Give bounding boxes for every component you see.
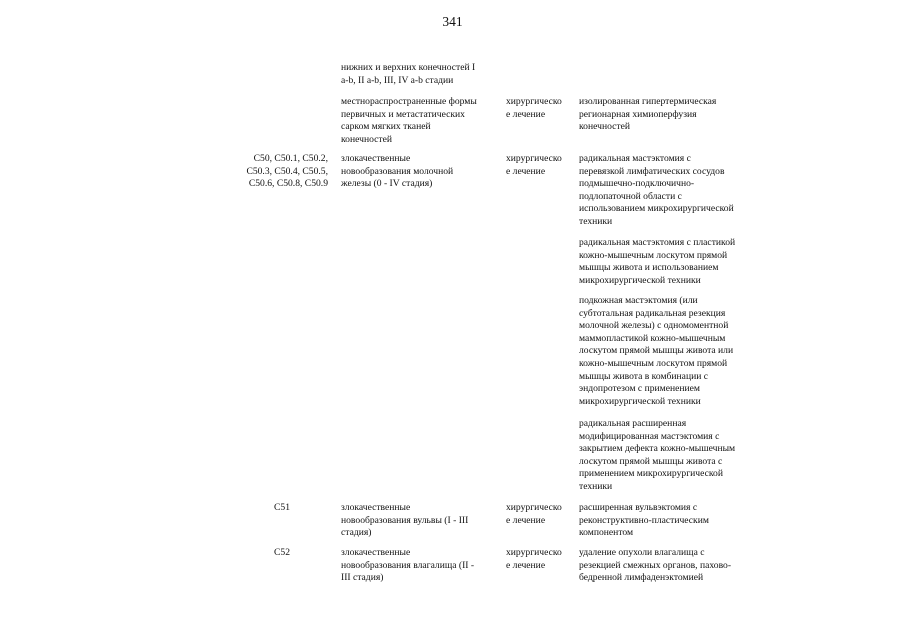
method-cell: изолированная гипертермическая регионарная химиоперфузия конечностей bbox=[579, 96, 717, 133]
icd-code-cell: C51 bbox=[274, 502, 290, 513]
method-cell: радикальная мастэктомия с перевязкой лимфатических сосудов подмышечно-подключично- подлопаточной области с использованием микрохирургической техники bbox=[579, 153, 734, 227]
method-cell: удаление опухоли влагалища с резекцией смежных органов, пахово- бедренной лимфаденэктомией bbox=[579, 547, 732, 584]
diagnosis-cell: злокачественные новообразования молочной железы (0 - IV стадия) bbox=[341, 153, 454, 190]
diagnosis-cell: злокачественные новообразования вульвы (I - III стадия) bbox=[341, 502, 469, 539]
treatment-cell: хирургическо е лечение bbox=[506, 547, 562, 571]
diagnosis-cell: местнораспространенные формы первичных и метастатических сарком мягких тканей конечностей bbox=[341, 96, 477, 145]
diagnosis-cell: злокачественные новообразования влагалища (II - III стадия) bbox=[341, 547, 475, 584]
method-cell: радикальная расширенная модифицированная мастэктомия с закрытием дефекта кожно-мышечным лоскутом прямой мышцы живота с применением микрохирургической техники bbox=[579, 418, 736, 492]
treatment-cell: хирургическо е лечение bbox=[506, 96, 562, 120]
method-cell: подкожная мастэктомия (или субтотальная радикальная резекция молочной железы) с одномоментной маммопластикой кожно-мышечным лоскутом прямой мышцы живота или кожно-мышечным лоскутом прямой мышцы живота в комбинации с эндопротезом с применением микрохирургической техники bbox=[579, 295, 734, 407]
treatment-cell: хирургическо е лечение bbox=[506, 502, 562, 526]
page-number: 341 bbox=[442, 14, 463, 29]
method-cell: радикальная мастэктомия с пластикой кожно-мышечным лоскутом прямой мышцы живота и использованием микрохирургической техники bbox=[579, 237, 736, 286]
treatment-cell: хирургическо е лечение bbox=[506, 153, 562, 177]
icd-code-cell: C52 bbox=[274, 547, 290, 558]
diagnosis-cell: нижних и верхних конечностей I a-b, II a-b, III, IV a-b стадии bbox=[341, 62, 476, 86]
icd-code-cell: C50, C50.1, C50.2, C50.3, C50.4, C50.5, C50.6, C50.8, C50.9 bbox=[246, 153, 328, 190]
method-cell: расширенная вульвэктомия с реконструктивно-пластическим компонентом bbox=[579, 502, 709, 539]
